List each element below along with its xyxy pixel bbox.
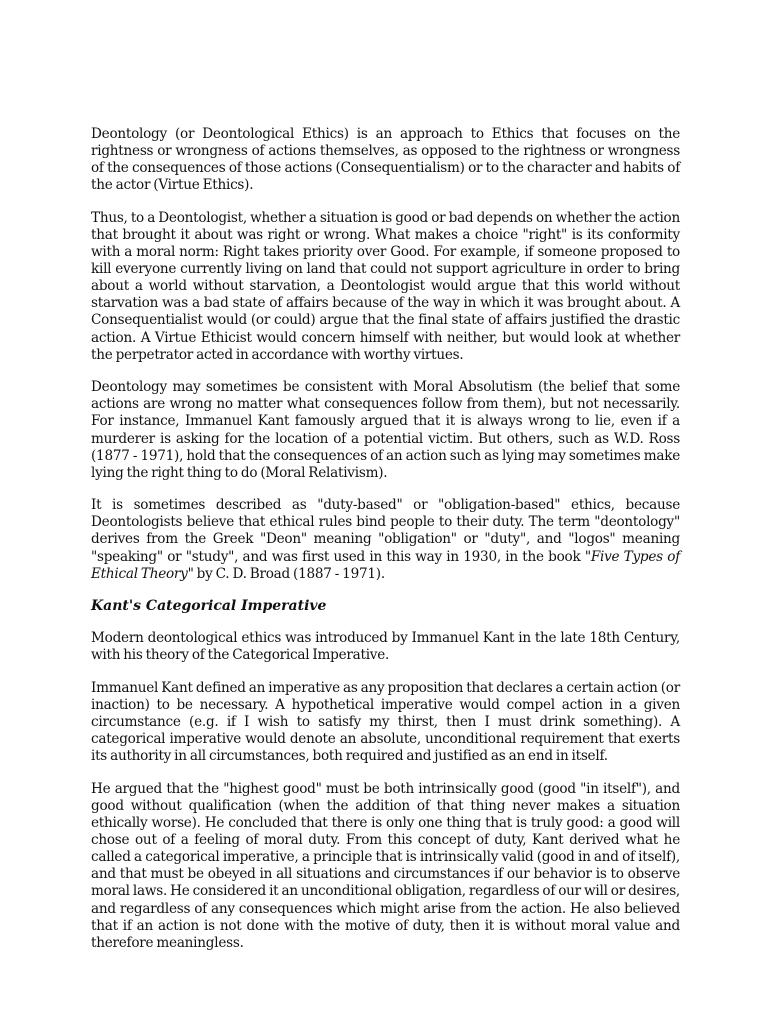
paragraph-deontology-definition: Deontology (or Deontological Ethics) is an approach to Ethics that focuses on the rightness or wrongness of actions themselves, as opposed to the rightness or wrongness of the consequences of those actions (Consequentialism) or to the character and habits of the actor (Virtue Ethics). xyxy=(91,126,680,194)
paragraph-imperative-definition: Immanuel Kant defined an imperative as any proposition that declares a certain action (or inaction) to be necessary. A hypothetical imperative would compel action in a given circumstance (e.g. if I wish to satisfy my thirst, then I must drink something). A categorical imperative would denote an absolute, unconditional requirement that exerts its authority in all circumstances, both required and justified as an end in itself. xyxy=(91,679,680,765)
section-heading: Kant's Categorical Imperative xyxy=(91,598,327,615)
paragraph-duty-based-text: It is sometimes described as "duty-based" or "obligation-based" ethics, because Deontologists believe that ethical rules bind people to their duty. The term "deontology" derives from the Greek "Deon" meaning "obligation" or "duty", and "logos" meaning "speaking" or "study", and was first used in this way in 1930, in the book xyxy=(91,497,680,565)
paragraph-highest-good: He argued that the "highest good" must be both intrinsically good (good "in itself"), and good without qualification (when the addition of that thing never makes a situation ethically worse). He concluded that there is only one thing that is truly good: a good will chose out of a feeling of moral duty. From this concept of duty, Kant derived what he called a categorical imperative, a principle that is intrinsically valid (good in and of itself), and that must be obeyed in all situations and circumstances if our behavior is to observe moral laws. He considered it an unconditional obligation, regardless of our will or desires, and regardless of any consequences which might arise from the action. He also believed that if an action is not done with the motive of duty, then it is without moral value and therefore meaningless. xyxy=(91,780,680,951)
paragraph-duty-based-tail: by C. D. Broad (1887 - 1971). xyxy=(193,565,385,582)
paragraph-deontologist-view: Thus, to a Deontologist, whether a situation is good or bad depends on whether the action that brought it about was right or wrong. What makes a choice "right" is its conformity with a moral norm: Right takes priority over Good. For example, if someone proposed to kill everyone currently living on land that could not support agriculture in order to bring about a world without starvation, a Deontologist would argue that this world without starvation was a bad state of affairs because of the way in which it was brought about. A Consequentialist would (or could) argue that the final state of affairs justified the drastic action. A Virtue Ethicist would concern himself with neither, but would look at whether the perpetrator acted in accordance with worthy virtues. xyxy=(91,209,680,363)
book-title: "Five Types of Ethical Theory" xyxy=(91,548,680,582)
paragraph-duty-based xyxy=(91,497,680,582)
paragraph-moral-absolutism: Deontology may sometimes be consistent with Moral Absolutism (the belief that some actions are wrong no matter what consequences follow from them), but not necessarily. For instance, Immanuel Kant famously argued that it is always wrong to lie, even if a murderer is asking for the location of a potential victim. But others, such as W.D. Ross (1877 - 1971), hold that the consequences of an action such as lying may sometimes make lying the right thing to do (Moral Relativism). xyxy=(91,379,680,481)
paragraph-modern-deontology: Modern deontological ethics was introduced by Immanuel Kant in the late 18th Century, with his theory of the Categorical Imperative. xyxy=(91,630,680,664)
